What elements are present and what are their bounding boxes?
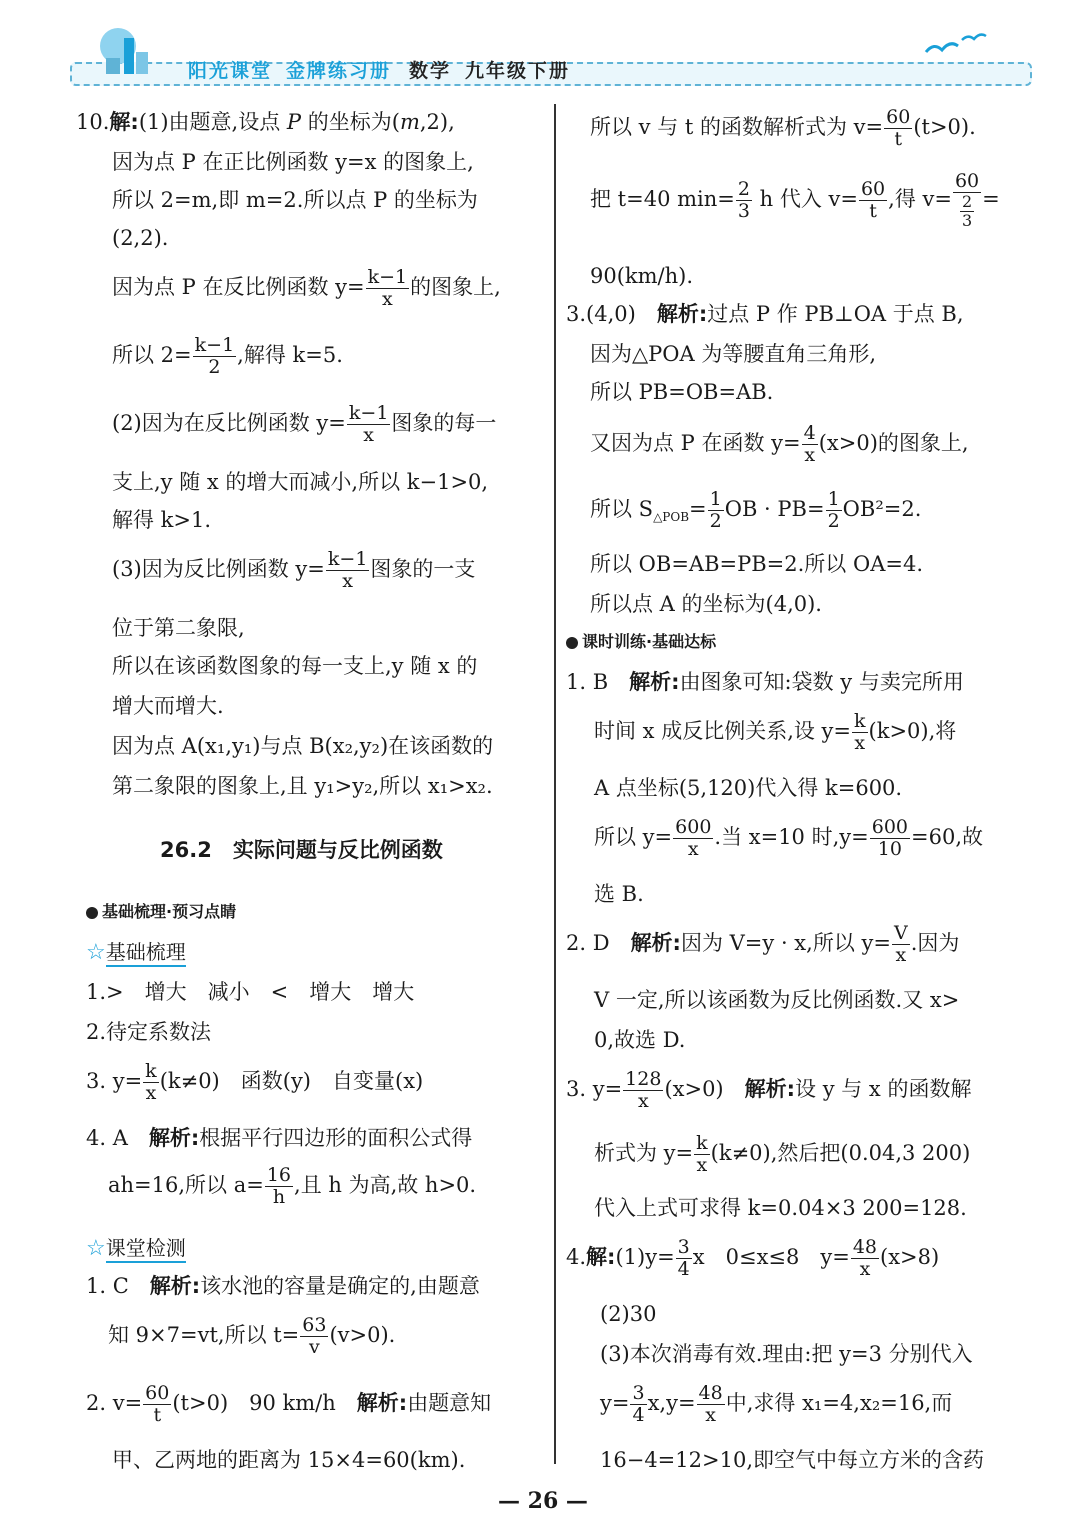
q10-line-1: 10.解:(1)由题意,设点 P 的坐标为(m,2), [76, 110, 455, 134]
s-4: 4.解:(1)y= $\frac{3}{4}$ x 0≤x≤8 y= $\frac{48}{x}$ (x>8) [566, 1236, 940, 1280]
jichu-4: 4. A 解析:根据平行四边形的面积公式得 [86, 1126, 473, 1150]
star-icon: ☆ [86, 1236, 106, 1261]
s-3-cont: 析式为 y= $\frac{k}{x}$ (k≠0),然后把(0.04,3 200) [594, 1132, 971, 1176]
r-line-8: 所以 $S_{\triangle POB}=$ $\frac{1}{2}$ OB · PB= $\frac{1}{2}$ OB²=2. [590, 488, 922, 532]
jichu-4-cont: ah=16,所以 a= $\frac{16}{h}$ ,且 h 为高,故 h>0. [108, 1164, 477, 1208]
s-4-3-cont-2: 16−4=12>10,即空气中每立方米的含药 [600, 1448, 984, 1472]
s-4-3-cont: y= $\frac{3}{4}$ x,y= $\frac{48}{x}$ 中,求得 x₁=4,x₂=16,而 [600, 1382, 953, 1426]
s-1-cont: 时间 x 成反比例关系,设 y= $\frac{k}{x}$ (k>0),将 [594, 710, 957, 754]
q10-line-13: 增大而增大. [112, 694, 224, 718]
ketang-2: 2. v= $\frac{60}{t}$ (t>0) 90 km/h 解析:由题意知 [86, 1382, 492, 1426]
jichu-3: 3. y= $\frac{k}{x}$ (k≠0) 函数(y) 自变量(x) [86, 1060, 424, 1104]
jichu-2: 2.待定系数法 [86, 1020, 212, 1044]
r-line-5: 因为△POA 为等腰直角三角形, [590, 342, 877, 366]
r-line-9: 所以 OB=AB=PB=2.所以 OA=4. [590, 552, 923, 576]
q10-line-14: 因为点 A(x₁,y₁)与点 B(x₂,y₂)在该函数的 [112, 734, 494, 758]
s-1-cont-3: 所以 y= $\frac{600}{x}$ .当 x=10 时,y= $\frac{600}{10}$ =60,故 [594, 816, 983, 860]
ketang-1: 1. C 解析:该水池的容量是确定的,由题意 [86, 1274, 480, 1298]
page-header [70, 52, 1030, 88]
header-subject: 数学 [409, 60, 452, 82]
q10-line-12: 所以在该函数图象的每一支上,y 随 x 的 [112, 654, 478, 678]
s-2-cont: V 一定,所以该函数为反比例函数.又 x> [594, 988, 960, 1012]
star-icon: ☆ [86, 940, 106, 965]
bullet-icon [86, 907, 98, 919]
s-4-3: (3)本次消毒有效.理由:把 y=3 分别代入 [600, 1342, 973, 1366]
ketang-2-cont: 甲、乙两地的距离为 15×4=60(km). [112, 1448, 466, 1472]
q10-line-6: 所以 2= $\frac{k-1}{2}$ ,解得 k=5. [112, 334, 343, 378]
r-line-7: 又因为点 P 在函数 y= $\frac{4}{x}$ (x>0)的图象上, [590, 422, 969, 466]
q10-line-5: 因为点 P 在反比例函数 y= $\frac{k-1}{x}$ 的图象上, [112, 266, 501, 310]
header-title [188, 56, 570, 83]
birds-icon [922, 30, 992, 60]
r-line-6: 所以 PB=OB=AB. [590, 380, 774, 404]
s-3: 3. y= $\frac{128}{x}$ (x>0) 解析:设 y 与 x 的函数解 [566, 1068, 972, 1112]
s-3-cont-2: 代入上式可求得 k=0.04×3 200=128. [594, 1196, 967, 1220]
column-divider [554, 104, 556, 1464]
s-4-2: (2)30 [600, 1302, 657, 1326]
s-2: 2. D 解析:因为 V=y · x,所以 y= $\frac{V}{x}$ .因为 [566, 922, 960, 966]
header-grade: 九年级下册 [465, 60, 571, 82]
sub-head-ketang: ☆课堂检测 [86, 1236, 186, 1261]
jichu-1: 1.> 增大 减小 < 增大 增大 [86, 980, 415, 1004]
section-head-keshi: 课时训练·基础达标 [566, 634, 716, 650]
bullet-icon [566, 637, 578, 649]
sub-head-jichu: ☆基础梳理 [86, 940, 186, 965]
s-2-cont-2: 0,故选 D. [594, 1028, 686, 1052]
s-1-cont-2: A 点坐标(5,120)代入得 k=600. [594, 776, 903, 800]
section-title: 26.2 实际问题与反比例函数 [160, 838, 443, 862]
q10-line-4: (2,2). [112, 226, 169, 250]
q10-line-3: 所以 2=m,即 m=2.所以点 P 的坐标为 [112, 188, 478, 212]
r-line-4: 3.(4,0) 解析:过点 P 作 PB⊥OA 于点 B, [566, 302, 964, 326]
q10-line-15: 第二象限的图象上,且 y₁>y₂,所以 x₁>x₂. [112, 774, 493, 798]
q10-line-8: 支上,y 随 x 的增大而减小,所以 k−1>0, [112, 470, 489, 494]
section-head-jichu: 基础梳理·预习点睛 [86, 904, 236, 920]
q10-line-10: (3)因为反比例函数 y= $\frac{k-1}{x}$ 图象的一支 [112, 548, 476, 592]
q10-line-7: (2)因为在反比例函数 y= $\frac{k-1}{x}$ 图象的每一 [112, 402, 497, 446]
page-number: — 26 — [498, 1488, 588, 1514]
q10-line-2: 因为点 P 在正比例函数 y=x 的图象上, [112, 150, 474, 174]
r-line-1: 所以 v 与 t 的函数解析式为 v= $\frac{60}{t}$ (t>0). [590, 106, 976, 150]
r-line-3: 90(km/h). [590, 264, 694, 288]
s-1: 1. B 解析:由图象可知:袋数 y 与卖完所用 [566, 670, 964, 694]
q10-line-9: 解得 k>1. [112, 508, 212, 532]
r-line-10: 所以点 A 的坐标为(4,0). [590, 592, 822, 616]
s-1-cont-4: 选 B. [594, 882, 644, 906]
header-brand-2: 金牌练习册 [286, 60, 392, 82]
ketang-1-cont: 知 9×7=vt,所以 t= $\frac{63}{v}$ (v>0). [108, 1314, 396, 1358]
r-line-2: 把 t=40 min= $\frac{2}{3}$ h 代入 v= $\frac{60}{t}$ ,得 v= $\frac{60}{\frac{2}{3}}$ = [590, 170, 1000, 230]
header-brand: 阳光课堂 [188, 60, 273, 82]
q10-line-11: 位于第二象限, [112, 616, 245, 640]
lighthouse-logo-icon [96, 16, 156, 86]
